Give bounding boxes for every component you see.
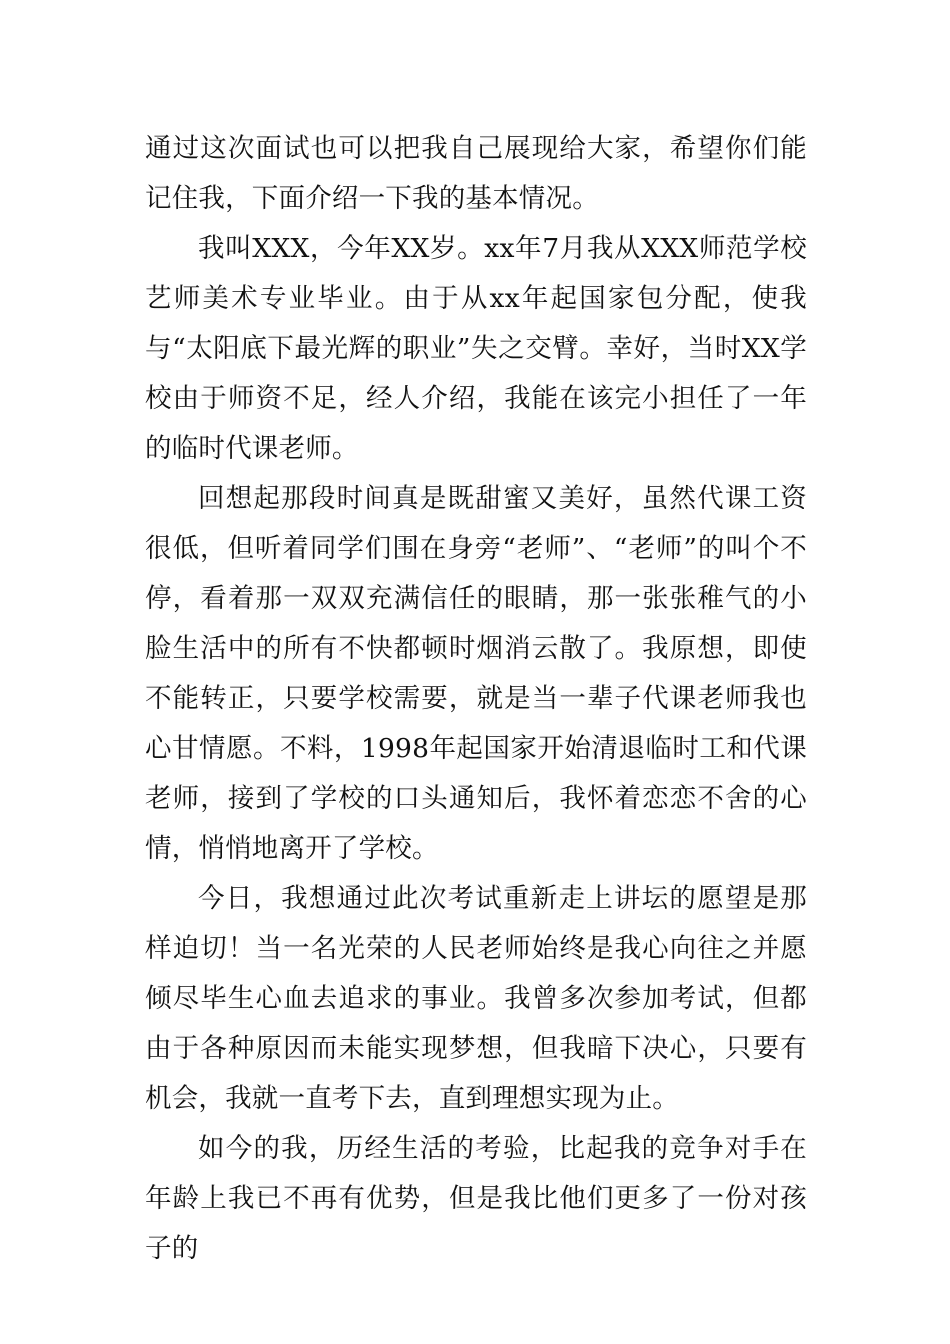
paragraph-teaching-memories: 回想起那段时间真是既甜蜜又美好，虽然代课工资很低，但听着同学们围在身旁“老师”、“老师”的叫个不停，看着那一双双充满信任的眼睛，那一张张稚气的小脸生活中的所有不快都顿时烟消云散了。我原想，即使不能转正，只要学校需要，就是当一辈子代课老师我也心甘情愿。不料，1998年起国家开始清退临时工和代课老师，接到了学校的口头通知后，我怀着恋恋不舍的心情，悄悄地离开了学校。 [145, 483, 807, 864]
paragraph-aspiration: 今日，我想通过此次考试重新走上讲坛的愿望是那样迫切！当一名光荣的人民老师始终是我心向往之并愿倾尽毕生心血去追求的事业。我曾多次参加考试，但都由于各种原因而未能实现梦想，但我暗下决心，只要有机会，我就一直考下去，直到理想实现为止。 [145, 883, 807, 1114]
paragraph-continued-intro: 通过这次面试也可以把我自己展现给大家，希望你们能记住我，下面介绍一下我的基本情况。 [145, 133, 807, 214]
paragraph-personal-info: 我叫XXX，今年XX岁。xx年7月我从XXX师范学校艺师美术专业毕业。由于从xx年起国家包分配，使我与“太阳底下最光辉的职业”失之交臂。幸好，当时XX学校由于师资不足，经人介绍，我能在该完小担任了一年的临时代课老师。 [145, 233, 807, 464]
document-body [145, 124, 807, 1274]
paragraph-current-situation: 如今的我，历经生活的考验，比起我的竞争对手在年龄上我已不再有优势，但是我比他们更多了一份对孩子的 [145, 1133, 807, 1264]
